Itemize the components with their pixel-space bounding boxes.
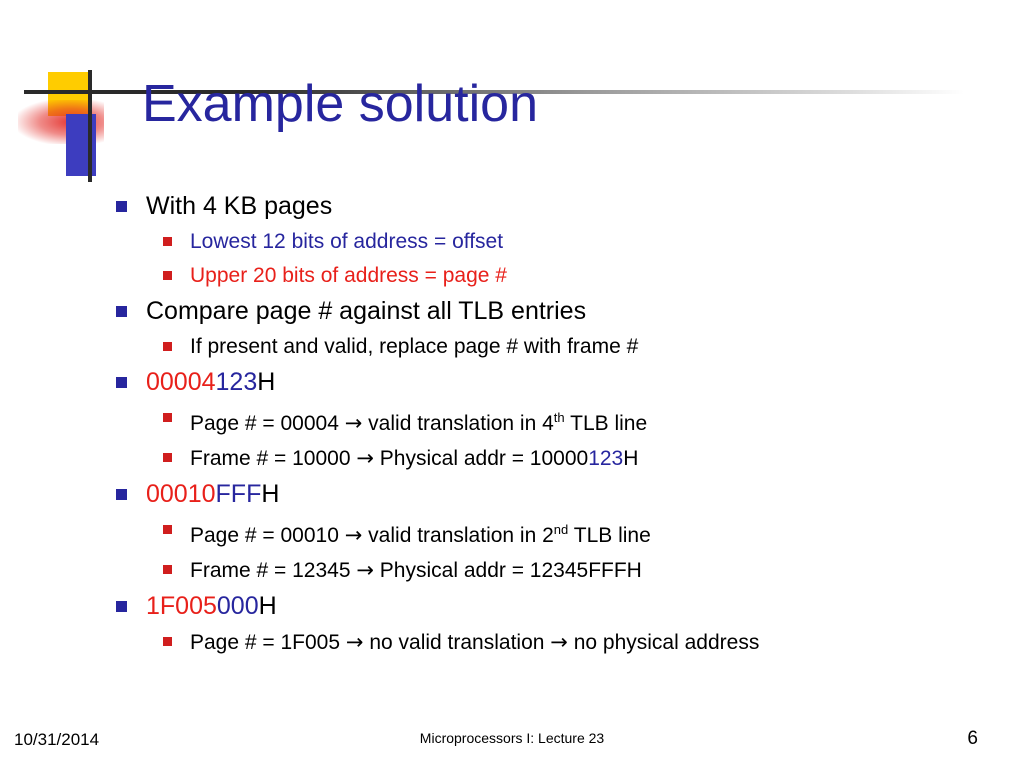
text-segment: Physical addr = 10000 [373, 447, 589, 470]
bullet-item-level2 [108, 441, 1008, 476]
text-segment: Compare page # against all TLB entries [146, 297, 587, 325]
bullet-item-level2 [108, 225, 1008, 259]
text-segment: 123 [215, 368, 258, 396]
square-bullet-icon [163, 565, 172, 574]
text-segment: TLB line [568, 524, 651, 547]
bullet-text [190, 559, 642, 582]
bullet-item-level2 [108, 330, 1008, 364]
bullet-item-level2 [108, 401, 1008, 441]
text-segment: Lowest 12 bits of address = offset [190, 230, 504, 253]
text-segment: If present and valid, replace page # with frame # [190, 335, 639, 358]
text-segment: H [258, 592, 277, 620]
decor-vertical-line [88, 70, 92, 182]
footer-page-number: 6 [967, 728, 978, 749]
text-segment: TLB line [564, 412, 648, 435]
bullet-text [190, 230, 503, 253]
text-segment: 000 [216, 592, 259, 620]
bullet-item-level2 [108, 259, 1008, 293]
text-segment: Frame # = 12345 [190, 559, 357, 582]
bullet-item-level2 [108, 513, 1008, 553]
square-bullet-icon [163, 237, 172, 246]
bullet-text [190, 631, 759, 654]
square-bullet-icon [163, 342, 172, 351]
text-segment: 123 [588, 447, 624, 470]
text-segment: H [623, 447, 639, 470]
text-segment: th [553, 410, 565, 425]
square-bullet-icon [116, 489, 127, 500]
bullet-item-level1 [108, 588, 1008, 625]
text-segment: → [345, 630, 364, 654]
square-bullet-icon [163, 271, 172, 280]
text-segment: Frame # = 10000 [190, 447, 357, 470]
text-segment: no valid translation [363, 631, 551, 654]
bullet-item-level1 [108, 188, 1008, 225]
text-segment: Page # = 00010 [190, 524, 345, 547]
bullet-text [146, 192, 332, 220]
bullet-text [146, 480, 279, 508]
text-segment: → [344, 523, 363, 547]
text-segment: 1F005 [146, 592, 217, 620]
page-title: Example solution [142, 75, 538, 133]
text-segment: nd [553, 522, 569, 537]
bullet-text [190, 264, 507, 287]
bullet-text [190, 524, 651, 547]
square-bullet-icon [116, 377, 127, 388]
text-segment: → [344, 411, 363, 435]
bullet-item-level1 [108, 476, 1008, 513]
text-segment: → [356, 446, 374, 470]
text-segment: With 4 KB pages [146, 192, 333, 220]
square-bullet-icon [163, 525, 172, 534]
bullet-text [190, 412, 647, 435]
text-segment: no physical address [567, 631, 760, 654]
bullet-text [190, 335, 638, 358]
text-segment: valid translation in 4 [362, 412, 554, 435]
text-segment: H [261, 480, 280, 508]
text-segment: FFF [215, 480, 262, 508]
bullet-text [146, 297, 586, 325]
bullet-item-level1 [108, 293, 1008, 330]
text-segment: Page # = 00004 [190, 412, 345, 435]
text-segment: Page # = 1F005 [190, 631, 346, 654]
bullet-item-level2 [108, 553, 1008, 588]
text-segment: H [257, 368, 276, 396]
bullet-list [108, 188, 1008, 660]
text-segment: Upper 20 bits of address = page # [190, 264, 507, 287]
square-bullet-icon [163, 453, 172, 462]
text-segment: 00010 [146, 480, 216, 508]
square-bullet-icon [163, 413, 172, 422]
text-segment: Physical addr = 12345FFFH [373, 559, 642, 582]
bullet-text [146, 368, 275, 396]
square-bullet-icon [116, 306, 127, 317]
square-bullet-icon [116, 601, 127, 612]
text-segment: valid translation in 2 [362, 524, 554, 547]
footer-center-text: Microprocessors I: Lecture 23 [419, 730, 605, 746]
title-decoration [18, 62, 138, 182]
footer-date: 10/31/2014 [14, 730, 100, 749]
bullet-item-level2 [108, 625, 1008, 660]
square-bullet-icon [163, 637, 172, 646]
bullet-item-level1 [108, 364, 1008, 401]
square-bullet-icon [116, 201, 127, 212]
bullet-text [190, 447, 638, 470]
text-segment: → [550, 630, 568, 654]
text-segment: → [356, 558, 374, 582]
text-segment: 00004 [146, 368, 216, 396]
bullet-text [146, 592, 277, 620]
